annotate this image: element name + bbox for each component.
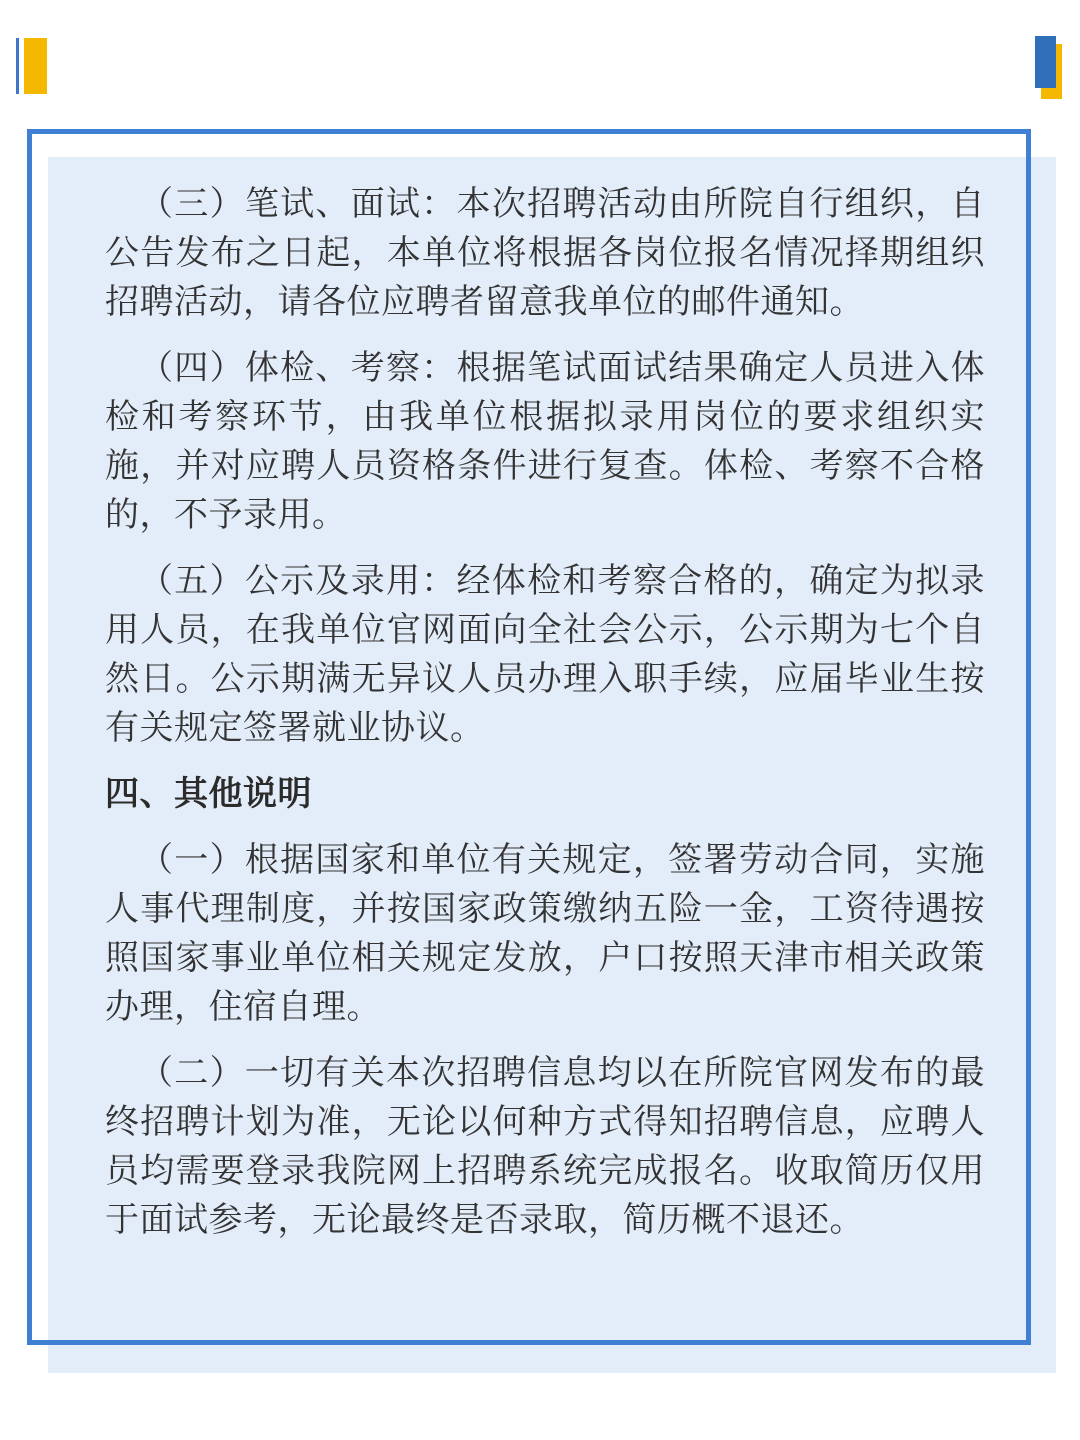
right-accent-blue-bar <box>1035 36 1056 88</box>
paragraph-recruitment-info: （二）一切有关本次招聘信息均以在所院官网发布的最终招聘计划为准，无论以何种方式得知招聘信息，应聘人员均需要登录我院网上招聘系统完成报名。收取简历仅用于面试参考，无论最终是否录取，简历概不退还。 <box>105 1053 985 1240</box>
paragraph-written-exam-interview: （三）笔试、面试：本次招聘活动由所院自行组织，自公告发布之日起，本单位将根据各岗位报名情况择期组织招聘活动，请各位应聘者留意我单位的邮件通知。 <box>105 184 985 322</box>
document-content <box>105 180 985 1262</box>
paragraph-publicity-hiring: （五）公示及录用：经体检和考察合格的，确定为拟录用人员，在我单位官网面向全社会公示，公示期为七个自然日。公示期满无异议人员办理入职手续，应届毕业生按有关规定签署就业协议。 <box>105 561 985 748</box>
paragraph-physical-exam-review: （四）体检、考察：根据笔试面试结果确定人员进入体检和考察环节，由我单位根据拟录用岗位的要求组织实施，并对应聘人员资格条件进行复查。体检、考察不合格的，不予录用。 <box>105 348 985 535</box>
section-heading-other-notes: 四、其他说明 <box>105 774 312 814</box>
left-accent-line <box>16 38 19 94</box>
left-accent-bar <box>24 38 47 94</box>
paragraph-contract-benefits: （一）根据国家和单位有关规定，签署劳动合同，实施人事代理制度，并按国家政策缴纳五险一金，工资待遇按照国家事业单位相关规定发放，户口按照天津市相关政策办理，住宿自理。 <box>105 840 985 1027</box>
